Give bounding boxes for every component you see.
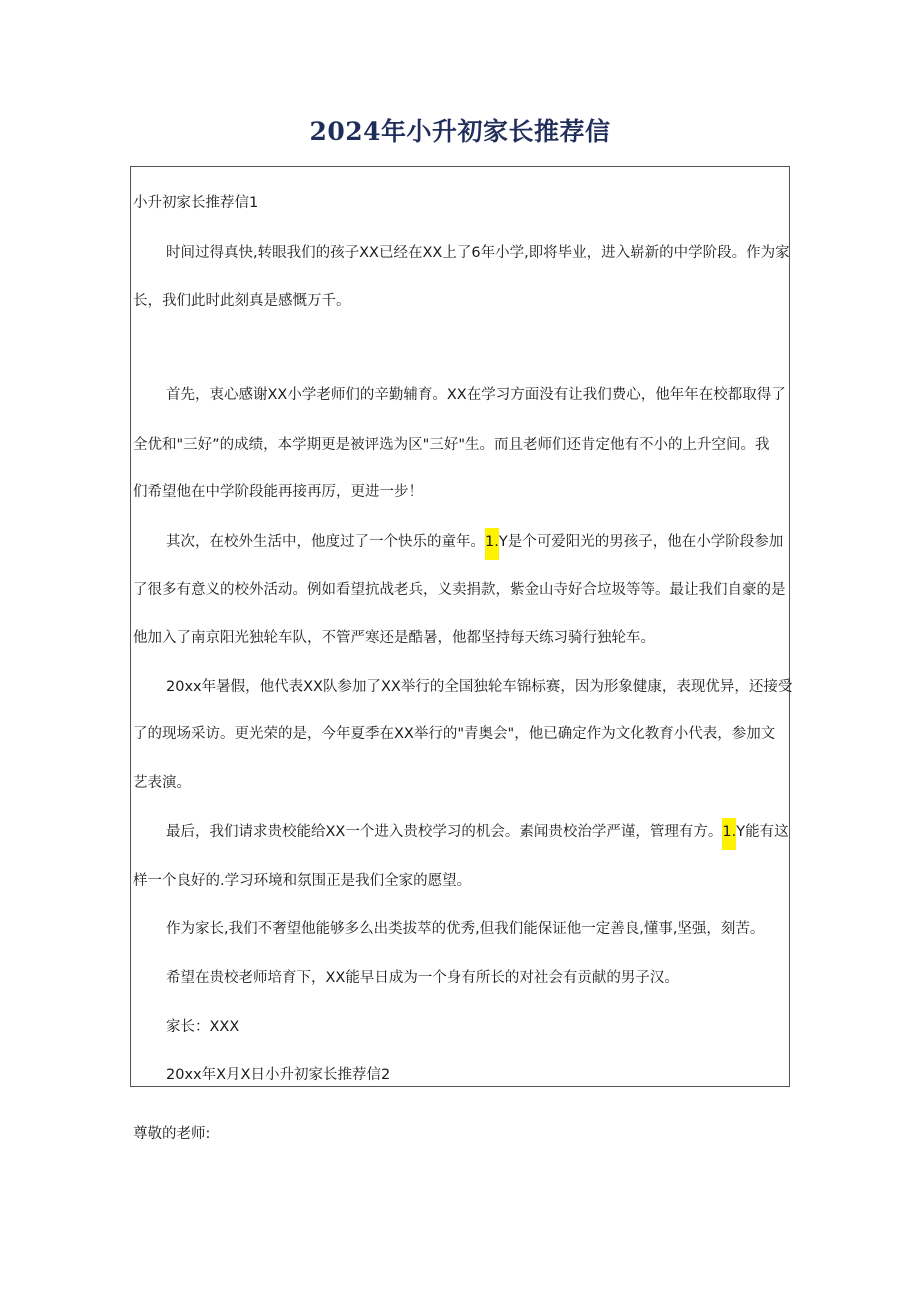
paragraph-line: 样一个良好的.学习环境和氛围正是我们全家的愿望。 [133, 873, 472, 889]
date-line: 20xx年X月X日小升初家长推荐信2 [166, 1067, 391, 1083]
paragraph-line [133, 532, 789, 552]
paragraph-line: 首先，衷心感谢XX小学老师们的辛勤辅育。XX在学习方面没有让我们费心，他年年在校都取得了 [166, 387, 786, 403]
paragraph-line: 了的现场采访。更光荣的是，今年夏季在XX举行的"青奥会"，他已确定作为文化教育小代表，参加文 [133, 726, 776, 742]
text-segment: Y是个可爱阳光的男孩子，他在小学阶段参加 [498, 534, 784, 550]
signature-line: 家长：XXX [166, 1019, 240, 1035]
salutation: 尊敬的老师: [133, 1126, 211, 1142]
text-segment: 其次，在校外生活中，他度过了一个快乐的童年。 [166, 534, 485, 550]
paragraph-line: 他加入了南京阳光独轮车队，不管严寒还是酷暑，他都坚持每天练习骑行独轮车。 [133, 630, 655, 646]
paragraph-line: 20xx年暑假，他代表XX队参加了XX举行的全国独轮车锦标赛，因为形象健康，表现优异，还接受 [166, 679, 793, 695]
paragraph-line: 作为家长,我们不奢望他能够多么出类拔萃的优秀,但我们能保证他一定善良,懂事,坚强，刻苦。 [166, 921, 765, 937]
paragraph-line: 时间过得真快,转眼我们的孩子XX已经在XX上了6年小学,即将毕业，进入崭新的中学阶段。作为家 [166, 245, 790, 261]
paragraph-line: 长，我们此时此刻真是感慨万千。 [133, 293, 351, 309]
paragraph-line [133, 822, 789, 842]
text-segment: 最后，我们请求贵校能给XX一个进入贵校学习的机会。素闻贵校治学严谨，管理有方。 [166, 824, 723, 840]
paragraph-line: 们希望他在中学阶段能再接再厉，更进一步！ [133, 484, 423, 500]
letter-box [130, 166, 793, 1087]
paragraph-line: 艺表演。 [133, 775, 191, 791]
paragraph-line: 希望在贵校老师培育下，XX能早日成为一个身有所长的对社会有贡献的男子汉。 [166, 970, 679, 986]
text-segment: Y能有这 [736, 824, 789, 840]
paragraph-line: 全优和"三好”的成绩，本学期更是被评选为区"三好"生。而且老师们还肯定他有不小的上升空间。我 [133, 437, 770, 453]
page-title: 2024年小升初家长推荐信 [309, 117, 611, 146]
letter-heading: 小升初家长推荐信1 [133, 195, 259, 211]
highlighted-text: 1. [722, 818, 736, 850]
highlighted-text: 1. [485, 528, 499, 560]
paragraph-line: 了很多有意义的校外活动。例如看望抗战老兵，义卖捐款，紫金山寺好合垃圾等等。最让我们自豪的是 [133, 582, 786, 598]
